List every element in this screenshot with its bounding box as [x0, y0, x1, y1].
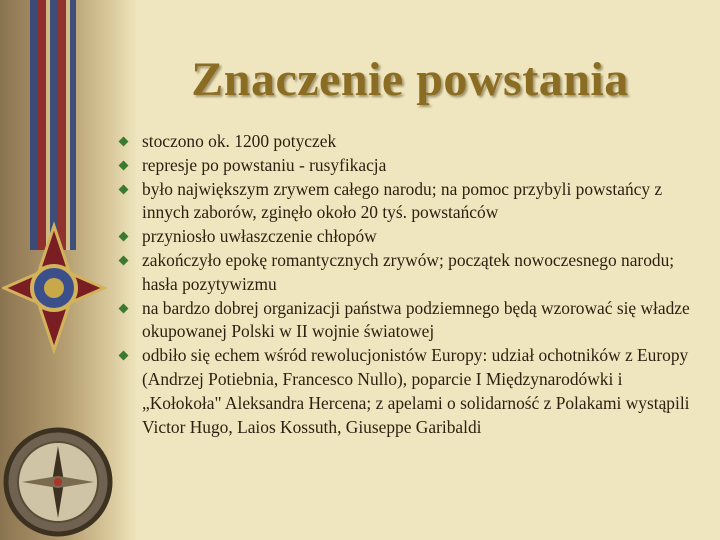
bullet-text: odbiło się echem wśród rewolucjonistów Europy: udział ochotników z Europy (Andrzej Potiebnia, Francesco Nullo), poparcie I Międzynarodówki i „Kołokoła" Aleksandra Hercena; z apelami o solidarność z Polakami wystąpili Victor Hugo, Laios Kossuth, Giuseppe Garibaldi [142, 345, 690, 437]
list-item [114, 344, 704, 439]
list-item [114, 154, 704, 178]
list-item [114, 249, 704, 297]
bullet-text: zakończyło epokę romantycznych zrywów; początek nowoczesnego narodu; hasła pozytywizmu [142, 249, 675, 294]
diamond-bullet-icon [119, 137, 129, 147]
diamond-bullet-icon [119, 160, 129, 170]
medal-ribbon [30, 0, 76, 250]
bullet-text: na bardzo dobrej organizacji państwa podziemnego będą wzorować się władze okupowanej Polski w II wojnie światowej [142, 297, 690, 342]
bullet-text: przyniosło uwłaszczenie chłopów [142, 226, 377, 247]
list-item [114, 178, 704, 226]
compass-icon [0, 410, 118, 540]
slide-title: Znaczenie powstania [191, 53, 629, 106]
diamond-bullet-icon [119, 303, 129, 313]
bullet-text: stoczono ok. 1200 potyczek [142, 131, 337, 151]
list-item [114, 130, 704, 154]
list-item [114, 297, 704, 345]
bullet-text: było największym zrywem całego narodu; na pomoc przybyli powstańcy z innych zaborów, zginęło około 20 tyś. powstańców [142, 178, 663, 223]
diamond-bullet-icon [119, 232, 129, 242]
diamond-bullet-icon [119, 351, 129, 361]
diamond-bullet-icon [119, 184, 129, 194]
medal-cross-icon [2, 218, 112, 358]
bullet-list [114, 130, 704, 439]
list-item [114, 225, 704, 249]
diamond-bullet-icon [119, 256, 129, 266]
bullet-text: represje po powstaniu - rusyfikacja [142, 154, 387, 175]
